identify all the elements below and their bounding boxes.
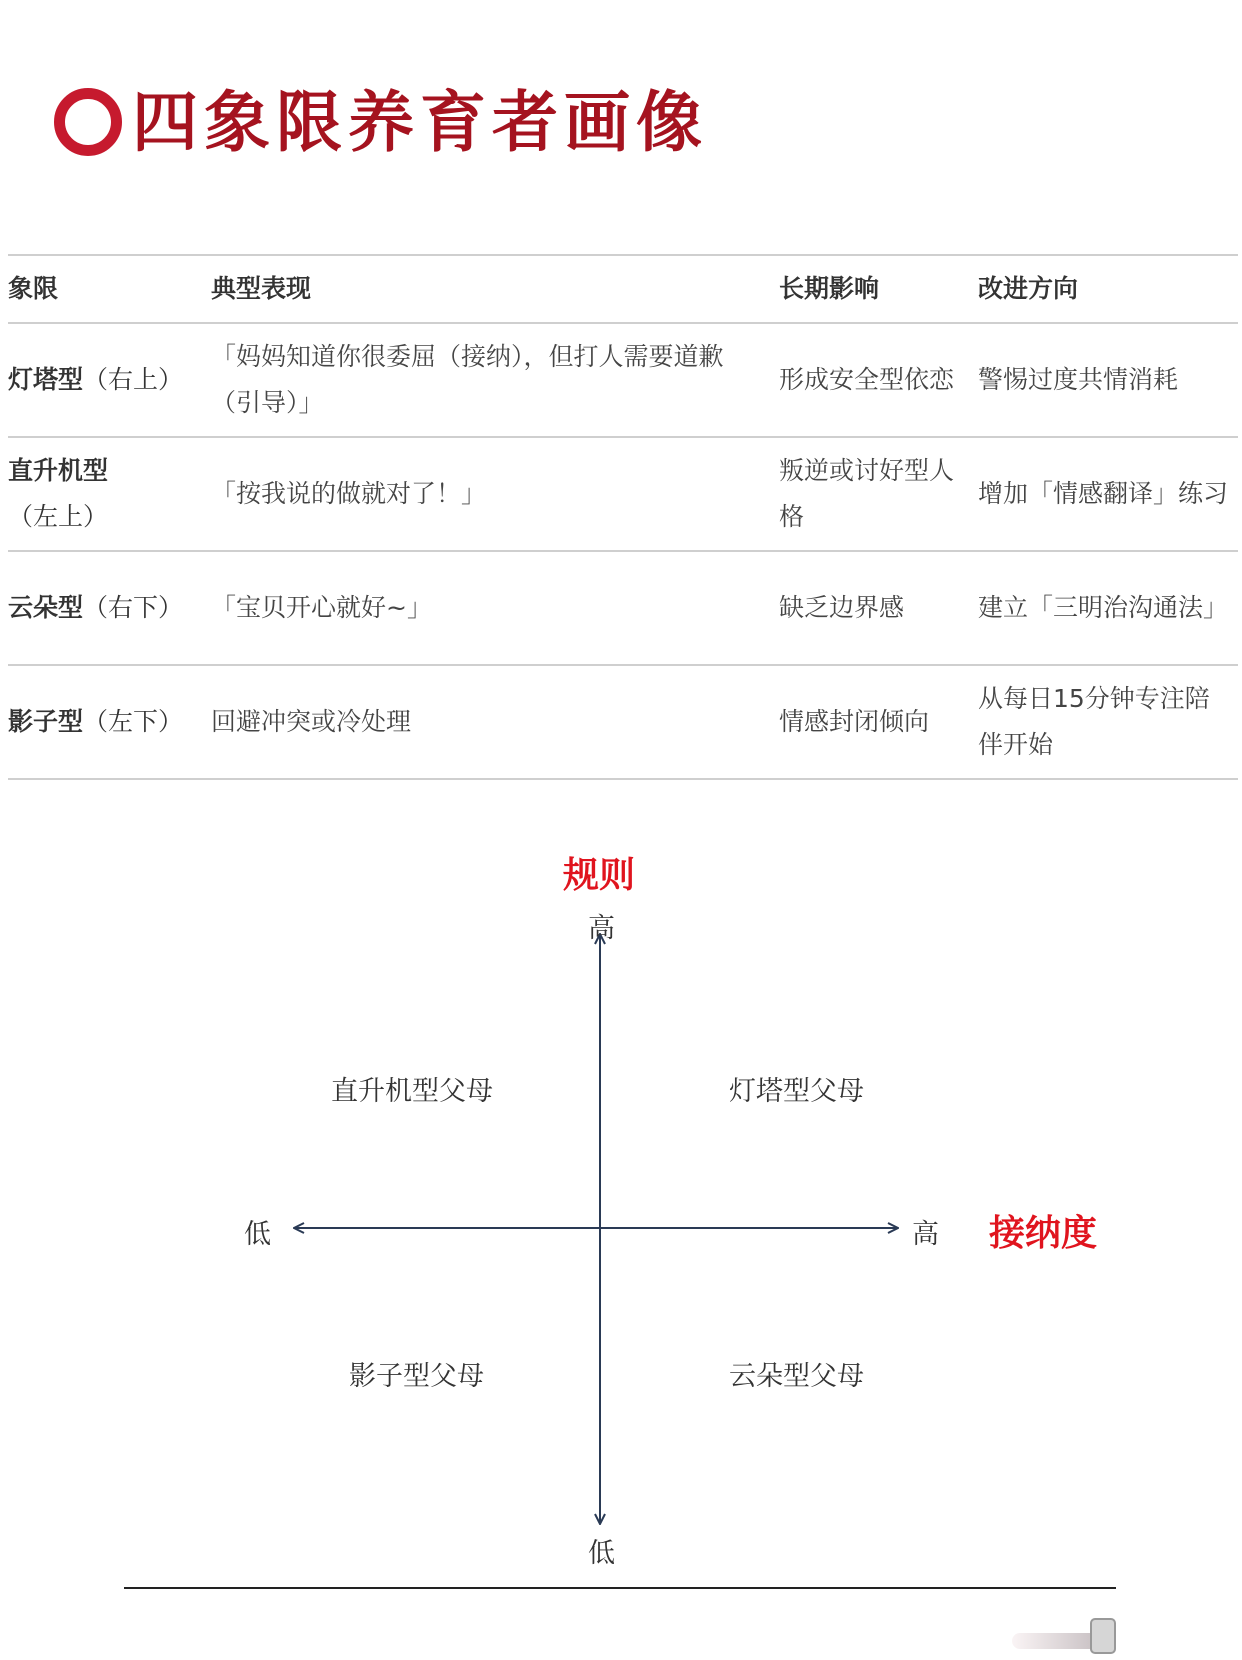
row-quadrant: 灯塔型（右上） [8,365,184,394]
page-title: 四象限养育者画像 [132,83,708,161]
row-behavior: 「按我说的做就对了！」 [211,479,487,508]
y-low-label: 低 [588,1538,615,1569]
y-high-label: 高 [588,913,615,944]
header-quadrant: 象限 [8,274,59,303]
row-impact: 缺乏边界感 [779,593,905,622]
row-impact: 情感封闭倾向 [779,707,930,736]
x-high-label: 高 [912,1219,939,1250]
row-behavior: 回避冲突或冷处理 [211,707,412,736]
row-behavior: 「妈妈知道你很委屈（接纳），但打人需要道歉（引导）」 [211,342,724,417]
x-axis-title: 接纳度 [989,1213,1098,1254]
header-behavior: 典型表现 [211,274,312,303]
row-impact: 叛逆或讨好型人格 [779,456,955,531]
row-quadrant: 影子型（左下） [8,707,184,736]
row-improve: 警惕过度共情消耗 [978,365,1179,394]
header-impact: 长期影响 [779,274,880,303]
x-low-label: 低 [244,1219,271,1250]
row-improve: 从每日15分钟专注陪伴开始 [978,684,1210,759]
header-improve: 改进方向 [978,274,1079,303]
row-improve: 增加「情感翻译」练习 [978,479,1229,508]
quadrant-bottom-left: 影子型父母 [349,1361,484,1392]
row-quadrant: 直升机型（左上） [8,456,109,531]
row-impact: 形成安全型依恋 [779,365,955,394]
quadrant-top-left: 直升机型父母 [331,1076,493,1107]
quadrant-bottom-right: 云朵型父母 [729,1361,864,1392]
quadrant-top-right: 灯塔型父母 [729,1076,864,1107]
row-quadrant: 云朵型（右下） [8,593,184,622]
y-axis-title: 规则 [563,855,636,896]
scroll-handle[interactable] [1090,1618,1116,1654]
row-behavior: 「宝贝开心就好~」 [211,593,432,622]
row-improve: 建立「三明治沟通法」 [978,593,1229,622]
